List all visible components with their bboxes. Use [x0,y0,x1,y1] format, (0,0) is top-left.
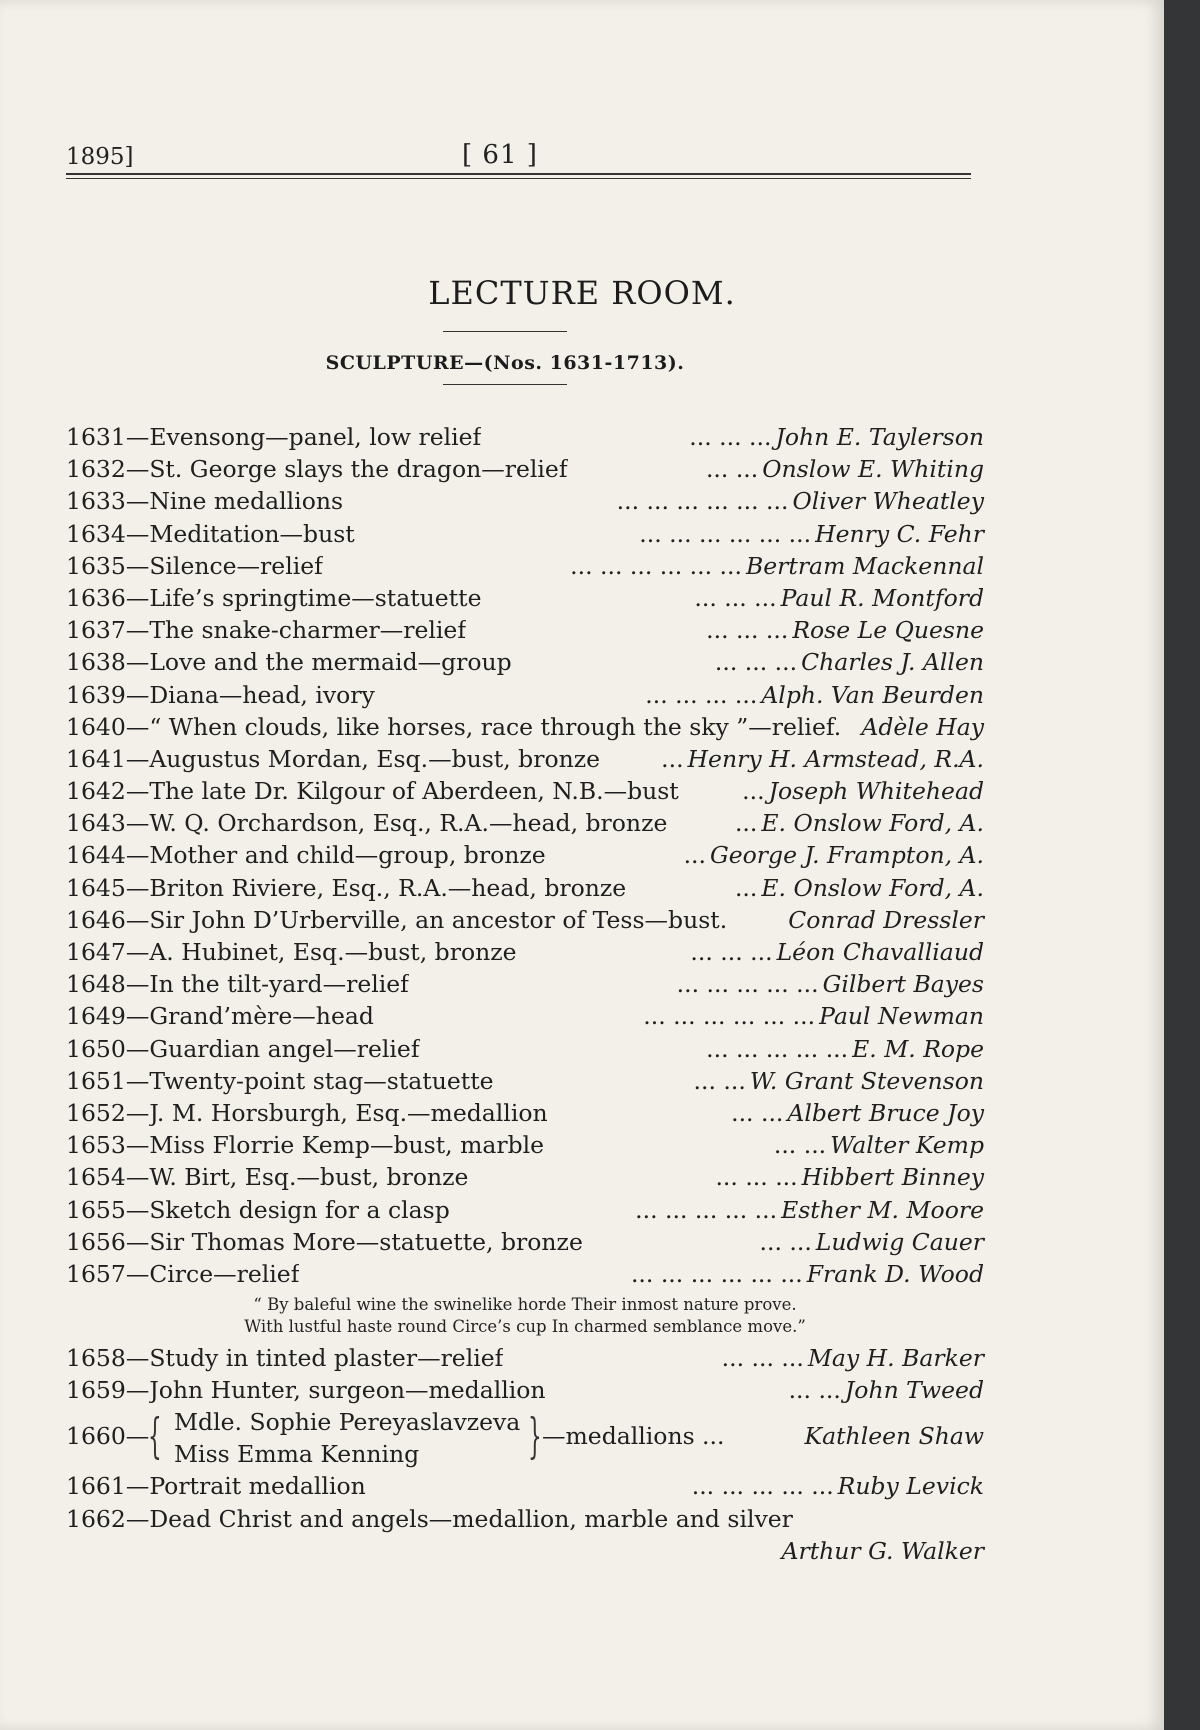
leader-dots: ... ... ... ... ... [706,1034,849,1063]
entry-number: 1652 [66,1098,126,1127]
title-divider [443,331,567,332]
catalogue-entry [66,1065,984,1097]
entry-dash: — [125,487,150,516]
entry-artist: Frank D. Wood [806,1259,984,1288]
entry-number: 1657 [66,1259,126,1288]
entry-number: 1655 [66,1195,126,1224]
entry-title: “ When clouds, like horses, race through the sky ”—relief. [149,712,842,741]
entry-artist: Paul R. Montford [780,583,984,612]
section-subtitle: SCULPTURE—(Nos. 1631-1713). [325,352,685,374]
entry-title: Dead Christ and angels—medallion, marble and silver [149,1504,793,1533]
entry-dash: — [125,551,150,580]
entry-names [174,1406,520,1470]
entry-title: Meditation—bust [149,519,355,548]
page-number: [ 61 ] [462,140,538,170]
entry-artist: Adèle Hay [861,712,984,741]
quote-line: With lustful haste round Circe’s cup In charmed semblance move.” [244,1317,806,1337]
catalogue-entry [66,872,984,904]
leader-dots: ... ... [788,1376,841,1405]
entry-artist: Alph. Van Beurden [761,680,984,709]
leader-dots: ... [702,1422,725,1451]
entry-title: Mother and child—group, bronze [149,841,546,870]
entry-number: 1647 [66,938,126,966]
entry-number: 1646 [66,905,126,934]
entry-dash: — [125,873,150,902]
entry-dash: — [125,1195,150,1224]
entry-artist: Charles J. Allen [801,648,984,677]
header-rule [66,173,971,175]
entry-number: 1635 [66,551,126,580]
entry-dash: — [125,1163,150,1192]
entry-name: Mdle. Sophie Pereyaslavzeva [174,1408,521,1437]
catalogue-entry [66,968,984,1000]
entry-number: 1653 [66,1131,126,1160]
entry-artist: Oliver Wheatley [792,487,984,516]
catalogue-entry [66,807,984,839]
leader-dots [841,711,861,743]
entry-number: 1659 [66,1376,126,1405]
entry-dash: — [125,455,150,484]
entry-dash: — [125,777,150,806]
entry-title: Silence—relief [149,551,323,580]
leader-dots: ... ... [773,1131,827,1160]
entry-dash: — [125,1098,150,1127]
entry-title: Augustus Mordan, Esq.—bust, bronze [149,744,601,773]
leader-dots: ... ... ... [694,583,777,612]
entry-dash: — [125,680,150,709]
quote-line: “ By baleful wine the swinelike horde Their inmost nature prove. [253,1295,797,1315]
entry-title: W. Birt, Esq.—bust, bronze [149,1163,469,1192]
entry-title: St. George slays the dragon—relief [149,455,568,484]
entry-number: 1662 [66,1504,126,1533]
entry-title: Evensong—panel, low relief [149,423,482,451]
entry-number: 1634 [66,519,126,548]
leader-dots: ... ... ... ... ... ... [616,487,789,516]
entry-number: 1660— [66,1422,150,1451]
entry-dash: — [125,1344,150,1373]
catalogue-entry [66,1226,984,1258]
circe-quote [66,1290,984,1342]
entry-number: 1637 [66,616,126,645]
catalogue-entry [66,1161,984,1193]
entry-title: Life’s springtime—statuette [149,583,482,612]
catalogue-entry [66,711,984,743]
leader-dots: ... ... ... [689,423,772,451]
catalogue-entry [66,1033,984,1065]
running-header [66,140,971,176]
entry-artist: Henry H. Armstead, R.A. [687,744,984,773]
leader-dots: ... ... ... [714,648,798,677]
catalogue-entry [66,1129,984,1161]
entry-number: 1640 [66,712,126,741]
catalogue-entry [66,936,984,968]
entry-artist: John Tweed [844,1376,984,1405]
entry-title: Grand’mère—head [149,1002,374,1031]
leader-dots: ... ... ... [690,938,773,966]
entry-dash: — [125,648,150,677]
catalogue-list [66,421,984,1567]
catalogue-entry [66,775,984,807]
entry-artist: Gilbert Bayes [822,970,984,999]
entry-dash: — [125,841,150,870]
leader-dots: ... ... [731,1098,784,1127]
entry-artist: Rose Le Quesne [792,616,984,645]
background-edge [1164,0,1200,1730]
entry-dash: — [125,970,150,999]
entry-artist: Léon Chavalliaud [776,938,984,966]
entry-number: 1638 [66,648,126,677]
entry-dash: — [125,905,150,934]
entry-artist: W. Grant Stevenson [749,1066,984,1095]
entry-dash: — [125,1376,150,1405]
entry-title: The late Dr. Kilgour of Aberdeen, N.B.—bust [149,777,679,806]
entry-artist: E. Onslow Ford, A. [761,809,984,838]
entry-artist: Ruby Levick [837,1472,984,1501]
entry-number: 1645 [66,873,126,902]
entry-dash: — [125,744,150,773]
leader-dots: ... ... [759,1227,812,1256]
catalogue-entry: 1662 — Dead Christ and angels—medallion, marble and silver [66,1503,984,1535]
leader-dots [727,904,788,936]
leader-dots: ... ... ... ... ... ... [639,519,812,548]
entry-title: W. Q. Orchardson, Esq., R.A.—head, bronze [149,809,668,838]
entry-artist: George J. Frampton, A. [709,841,984,870]
catalogue-entry [66,421,984,453]
catalogue-entry [66,839,984,871]
entry-medium: —medallions [542,1422,695,1451]
entry-number: 1639 [66,680,126,709]
leader-dots: ... ... ... ... ... ... [630,1259,803,1288]
catalogue-entry [66,1097,984,1129]
entry-artist: Henry C. Fehr [815,519,984,548]
entry-artist: Albert Bruce Joy [787,1098,984,1127]
entry-title: In the tilt-yard—relief [149,970,409,999]
entry-title: Sir Thomas More—statuette, bronze [149,1227,583,1256]
entry-title: John Hunter, surgeon—medallion [149,1376,546,1405]
leader-dots: ... ... ... [715,1163,798,1192]
entry-number: 1650 [66,1034,126,1063]
entry-artist: May H. Barker [807,1344,984,1373]
entry-dash: — [125,938,150,966]
catalogue-entry: 1661 — Portrait medallion ... ... ... ... ... Ruby Levick [66,1470,984,1502]
catalogue-entry [66,1374,984,1406]
catalogue-entry [66,1000,984,1032]
entry-title: Nine medallions [149,487,344,516]
leader-dots: ... [683,841,706,870]
catalogue-entry [66,1342,984,1374]
entry-dash: — [125,1131,150,1160]
entry-dash: — [125,519,150,548]
entry-artist: Conrad Dressler [788,905,984,934]
entry-artist: Arthur G. Walker [781,1536,984,1565]
catalogue-entry [66,485,984,517]
leader-dots: ... [734,873,758,902]
leader-dots: ... ... [693,1066,746,1095]
catalogue-entry [66,453,984,485]
entry-dash: — [125,809,150,838]
entry-name: Miss Emma Kenning [174,1440,420,1469]
entry-artist: Onslow E. Whiting [762,455,984,484]
subtitle-divider [443,384,567,385]
catalogue-entry [66,646,984,678]
entry-dash: — [125,1066,150,1095]
entry-title: Diana—head, ivory [149,680,375,709]
entry-title: Guardian angel—relief [149,1034,420,1063]
entry-artist: Bertram Mackennal [745,551,984,580]
entry-number: 1632 [66,455,126,484]
entry-title: Sir John D’Urberville, an ancestor of Tess—bust. [149,905,728,934]
entry-number: 1636 [66,583,126,612]
entry-number: 1642 [66,777,126,806]
catalogue-entry [66,1194,984,1226]
leader-dots: ... [742,777,765,806]
leader-dots: ... ... ... ... ... ... [643,1002,816,1031]
entry-artist: E. M. Rope [852,1034,984,1063]
catalogue-entry [66,1258,984,1290]
entry-title: Sketch design for a clasp [149,1195,450,1224]
entry-artist: Hibbert Binney [801,1163,984,1192]
entry-number: 1644 [66,841,126,870]
right-brace: } [528,1408,542,1465]
entry-number: 1631 [66,423,126,451]
entry-title: Love and the mermaid—group [149,648,512,677]
leader-dots: ... ... ... ... ... ... [570,551,742,580]
entry-title: Miss Florrie Kemp—bust, marble [149,1131,545,1160]
leader-dots: ... ... ... [721,1344,804,1373]
entry-title: Portrait medallion [149,1472,366,1501]
entry-number: 1648 [66,970,126,999]
page-title: LECTURE ROOM. [428,274,736,312]
entry-dash: — [125,712,150,741]
entry-title: Study in tinted plaster—relief [149,1344,504,1373]
entry-dash: — [125,1002,150,1031]
catalogue-entry [66,582,984,614]
left-brace: { [148,1408,162,1465]
entry-number: 1641 [66,744,126,773]
entry-title: A. Hubinet, Esq.—bust, bronze [149,938,517,966]
entry-artist: Kathleen Shaw [804,1422,984,1451]
entry-dash: — [125,423,150,451]
leader-dots: ... ... ... ... ... [676,970,819,999]
leader-dots: ... ... [705,455,759,484]
entry-dash: — [125,1259,150,1288]
catalogue-entry [66,679,984,711]
entry-title: The snake-charmer—relief [149,616,467,645]
entry-artist: Esther M. Moore [781,1195,984,1224]
entry-number: 1658 [66,1344,126,1373]
catalogue-entry-1660 [66,1406,984,1470]
entry-artist: John E. Taylerson [775,423,984,451]
entry-number: 1656 [66,1227,126,1256]
catalogue-entry [66,904,984,936]
catalogue-entry [66,614,984,646]
entry-title: J. M. Horsburgh, Esq.—medallion [149,1098,548,1127]
header-rule-thin [66,178,971,179]
leader-dots: ... ... ... [706,616,789,645]
entry-artist: Paul Newman [819,1002,984,1031]
entry-title: Briton Riviere, Esq., R.A.—head, bronze [149,873,627,902]
leader-dots: ... ... ... ... ... [635,1195,778,1224]
entry-dash: — [125,583,150,612]
entry-number: 1649 [66,1002,126,1031]
entry-artist: Walter Kemp [830,1131,984,1160]
entry-artist: Joseph Whitehead [768,777,984,806]
entry-number: 1633 [66,487,126,516]
entry-number: 1643 [66,809,126,838]
leader-dots: ... [661,744,684,773]
catalogue-entry [66,518,984,550]
leader-dots: ... ... ... ... ... [691,1472,834,1501]
entry-dash: — [125,1227,150,1256]
entry-artist: Ludwig Cauer [815,1227,984,1256]
header-year: 1895] [66,144,134,170]
entry-dash: — [125,616,150,645]
entry-title: Circe—relief [149,1259,300,1288]
entry-dash: — [125,1034,150,1063]
entry-number: 1651 [66,1066,126,1095]
leader-dots: ... ... ... ... [645,680,758,709]
entry-artist: E. Onslow Ford, A. [761,873,984,902]
leader-dots: ... [734,809,758,838]
catalogue-entry [66,550,984,582]
entry-number: 1654 [66,1163,126,1192]
entry-title: Twenty-point stag—statuette [149,1066,494,1095]
catalogue-entry [66,743,984,775]
entry-number: 1661 [66,1472,126,1501]
